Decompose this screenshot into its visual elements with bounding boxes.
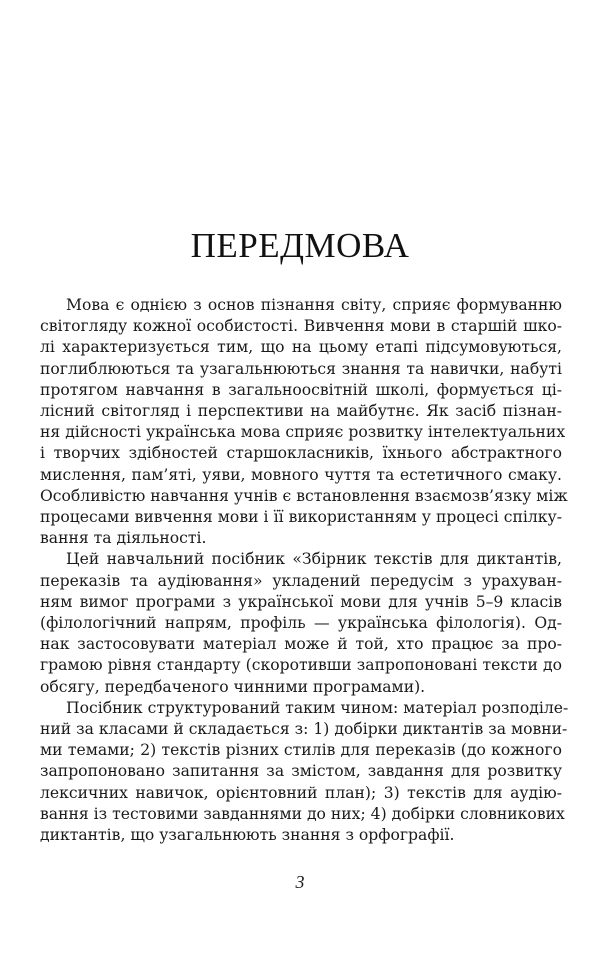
text-line: переказів та аудіювання» укладений передусім з урахуван- <box>40 571 562 590</box>
text-line: Особливістю навчання учнів є встановлення взаємозв’язку між <box>40 486 568 505</box>
text-line: диктантів, що узагальнюють знання з орфографії. <box>40 826 455 845</box>
text-line: лісний світогляд і перспективи на майбутнє. Як засіб пізнан- <box>40 402 562 421</box>
text-line: Посібник структурований таким чином: матеріал розподіле- <box>66 698 569 717</box>
text-line: обсягу, передбаченого чинними програмами). <box>40 677 426 696</box>
text-line: (філологічний напрям, профіль — українська філологія). Од- <box>40 614 562 633</box>
text-line: запропоновано запитання за змістом, завдання для розвитку <box>40 762 562 781</box>
preface-body <box>40 295 569 846</box>
paragraph <box>40 549 562 697</box>
text-line: ми темами; 2) текстів різних стилів для переказів (до кожного <box>40 741 562 760</box>
text-line: грамою рівня стандарту (скоротивши запропоновані тексти до <box>40 656 562 675</box>
text-line: ням вимог програми з української мови для учнів 5–9 класів <box>40 592 562 611</box>
text-line: вання та діяльності. <box>40 529 207 548</box>
text-line: Мова є однією з основ пізнання світу, сприяє формуванню <box>66 296 562 314</box>
text-line: і творчих здібностей старшокласників, їхнього абстрактного <box>40 444 562 463</box>
text-line: нак застосовувати матеріал може й той, хто працює за про- <box>40 635 562 654</box>
text-line: Цей навчальний посібник «Збірник текстів для диктантів, <box>66 550 562 569</box>
text-line: світогляду кожної особистості. Вивчення мови в старшій шко- <box>40 317 562 336</box>
text-line: лексичних навичок, орієнтовний план); 3) текстів для аудію- <box>40 783 562 802</box>
page-title: ПЕРЕДМОВА <box>190 226 410 265</box>
text-line: мислення, пам’яті, уяви, мовного чуття та естетичного смаку. <box>40 465 562 484</box>
text-line: процесами вивчення мови і її використанням у процесі спілку- <box>40 508 562 527</box>
page-number: 3 <box>295 872 305 892</box>
text-line: лі характеризується тим, що на цьому етапі підсумовуються, <box>40 338 562 357</box>
text-line: вання із тестовими завданнями до них; 4) добірки словникових <box>40 804 565 823</box>
text-line: поглиблюються та узагальнюються знання та навички, набуті <box>40 359 562 378</box>
paragraph <box>40 295 568 549</box>
text-line: протягом навчання в загальноосвітній школі, формується ці- <box>40 380 562 399</box>
paragraph <box>40 698 569 846</box>
text-line: ня дійсності українська мова сприяє розвитку інтелектуальних <box>40 423 566 442</box>
text-line: ний за класами й складається з: 1) добірки диктантів за мовни- <box>40 720 568 739</box>
